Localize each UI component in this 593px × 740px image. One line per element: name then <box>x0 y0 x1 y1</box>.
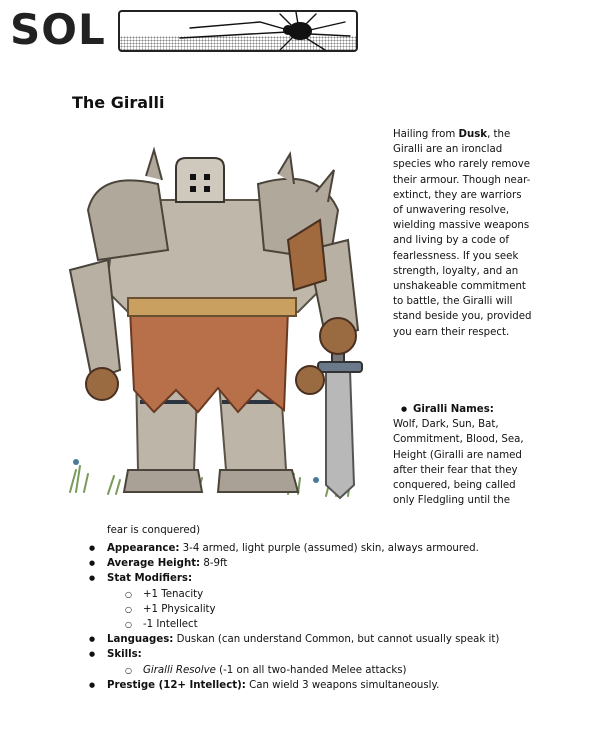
traits-list <box>88 541 528 693</box>
intro-after: , the Giralli are an ironclad species who rarely remove their armour. Though near-extinct, they are warriors of unwavering resolve, wielding massive weapons and living by a code of fearlessness. If you seek strength, loyalty, and an unshakeable commitment to battle, the Giralli will stand beside you, provided you earn their respect. <box>393 129 532 338</box>
trait-appearance: ● Appearance: 3-4 armed, light purple (assumed) skin, always armoured. <box>88 541 528 556</box>
intro-before: Hailing from <box>393 129 459 140</box>
intro-bold: Dusk <box>458 129 488 140</box>
stat-item: ○ +1 Physicality <box>88 602 528 617</box>
names-tail: fear is conquered) <box>107 525 201 536</box>
spider-banner <box>118 10 358 52</box>
names-text: Wolf, Dark, Sun, Bat, Commitment, Blood, Sea, Height (Giralli are named after their fear that they conquered, being called only Fledgling until the <box>393 419 524 507</box>
trait-prestige: ● Prestige (12+ Intellect): Can wield 3 weapons simultaneously. <box>88 678 528 693</box>
page-title: The Giralli <box>72 93 165 112</box>
trait-skills: ● Skills: <box>88 647 528 662</box>
skill-item: ○ Giralli Resolve (-1 on all two-handed Melee attacks) <box>88 663 528 678</box>
stat-item: ○ -1 Intellect <box>88 617 528 632</box>
names-label: ● Giralli Names: <box>393 402 528 417</box>
spider-icon <box>120 12 356 50</box>
trait-height: ● Average Height: 8-9ft <box>88 556 528 571</box>
stat-item: ○ +1 Tenacity <box>88 587 528 602</box>
giralli-illustration <box>58 140 388 510</box>
trait-languages: ● Languages: Duskan (can understand Common, but cannot usually speak it) <box>88 632 528 647</box>
intro-paragraph <box>393 127 533 340</box>
sol-logo: SOL <box>10 5 106 54</box>
giralli-names <box>393 402 528 508</box>
trait-stats: ● Stat Modifiers: <box>88 571 528 586</box>
